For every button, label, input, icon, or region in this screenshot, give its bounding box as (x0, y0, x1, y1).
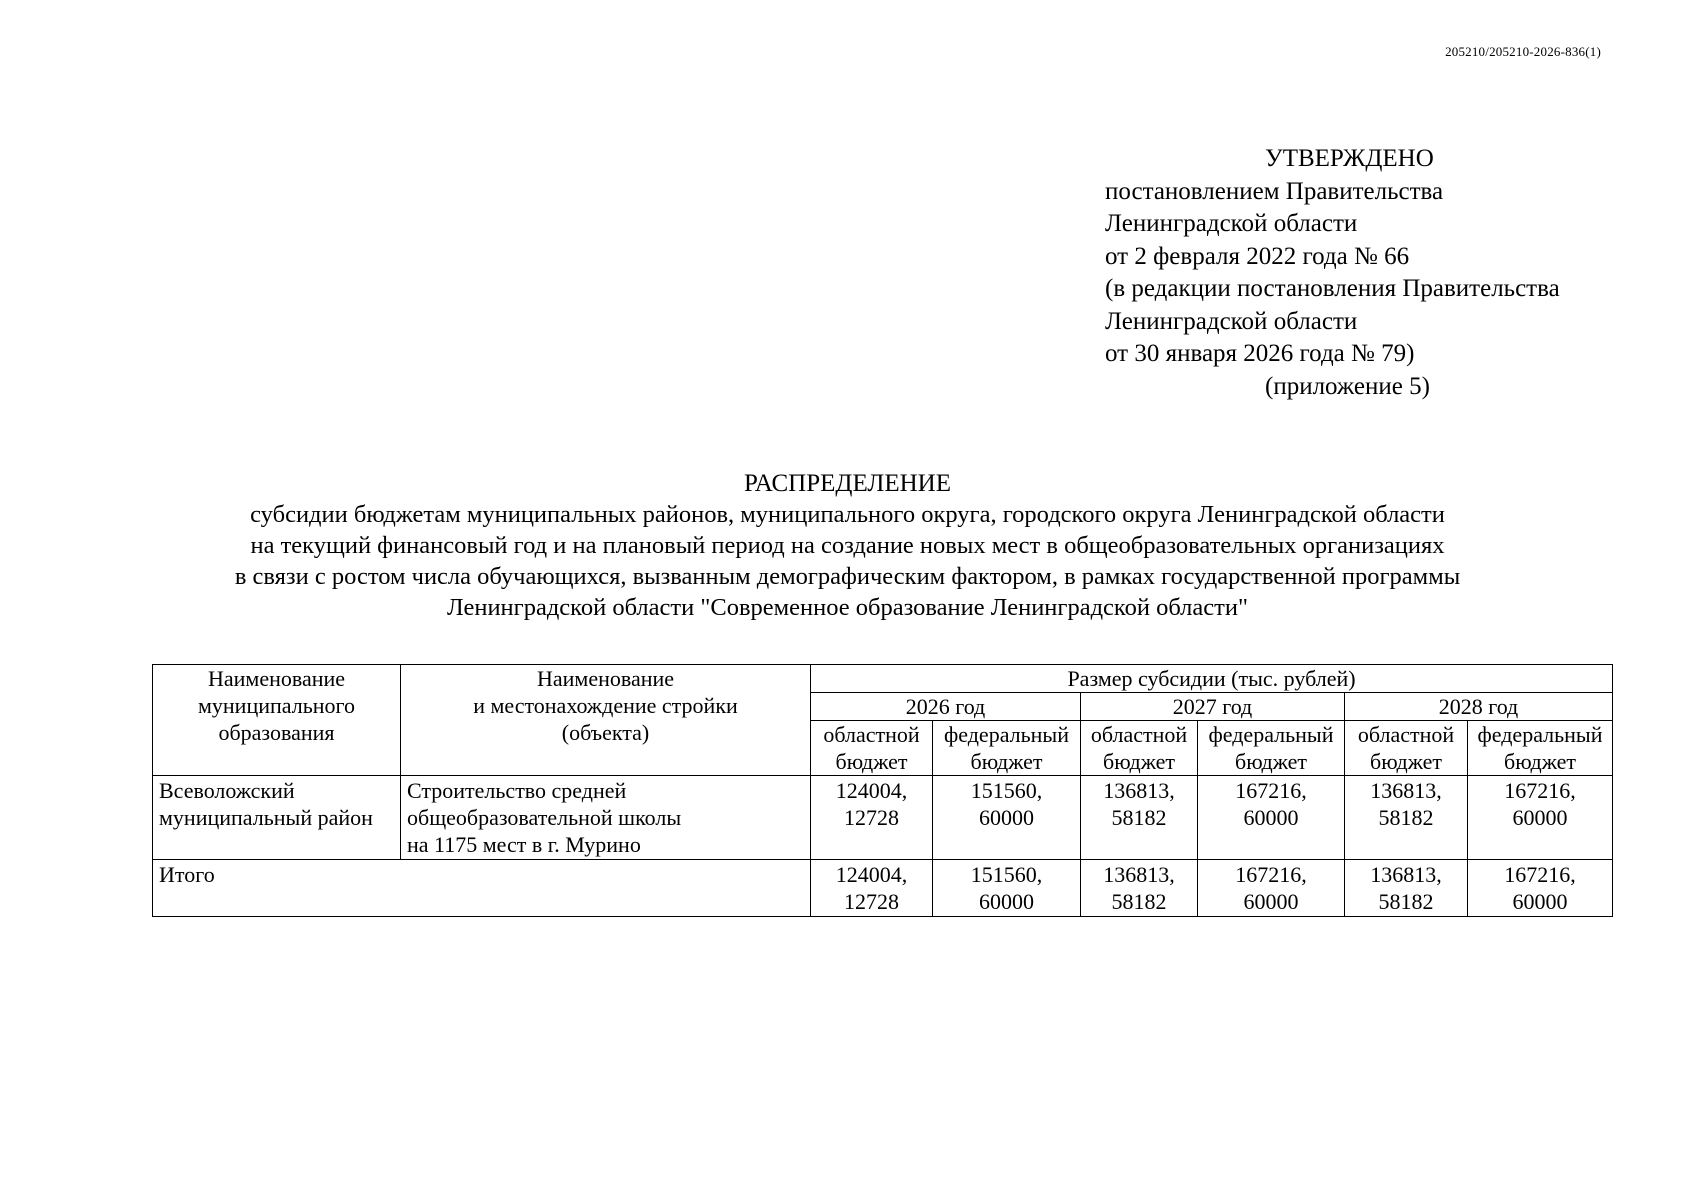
table-row (153, 776, 1613, 860)
header-year-2027: 2027 год (1081, 693, 1345, 721)
cell-total-value: 167216, 60000 (1468, 860, 1613, 917)
approval-heading: УТВЕРЖДЕНО (1265, 145, 1434, 172)
title-line: в связи с ростом числа обучающихся, вызванным демографическим фактором, в рамках государственной программы (234, 563, 1461, 590)
header-federal-budget: федеральный бюджет (933, 721, 1081, 776)
approval-block (1105, 143, 1560, 403)
cell-total-label: Итого (153, 860, 811, 917)
header-federal-budget: федеральный бюджет (1198, 721, 1345, 776)
header-year-2028: 2028 год (1345, 693, 1613, 721)
header-regional-budget: областной бюджет (1081, 721, 1198, 776)
table-total-row (153, 860, 1613, 917)
title-main: РАСПРЕДЕЛЕНИЕ (743, 470, 952, 497)
approval-line: постановлением Правительства (1105, 177, 1444, 205)
header-municipality: Наименование муниципального образования (153, 665, 401, 776)
title-line: на текущий финансовый год и на плановый период на создание новых мест в общеобразовательных организациях (250, 532, 1445, 559)
document-id: 205210/205210-2026-836(1) (1445, 44, 1601, 59)
header-object: Наименование и местонахождение стройки (объекта) (401, 665, 811, 776)
approval-annex: (приложение 5) (1265, 372, 1430, 400)
approval-line: от 30 января 2026 года № 79) (1105, 340, 1415, 367)
cell-total-value: 136813, 58182 (1345, 860, 1468, 917)
approval-line: (в редакции постановления Правительства (1105, 275, 1560, 302)
cell-municipality: Всеволожский муниципальный район (153, 776, 401, 860)
approval-line: от 2 февраля 2022 года № 66 (1105, 242, 1410, 270)
approval-line: Ленинградской области (1105, 210, 1358, 237)
cell-value: 136813, 58182 (1081, 776, 1198, 860)
cell-value: 151560, 60000 (933, 776, 1081, 860)
header-year-2026: 2026 год (811, 693, 1081, 721)
document-title (0, 468, 1695, 623)
header-subsidy-size: Размер субсидии (тыс. рублей) (811, 665, 1613, 693)
cell-value: 167216, 60000 (1468, 776, 1613, 860)
cell-total-value: 167216, 60000 (1198, 860, 1345, 917)
cell-value: 167216, 60000 (1198, 776, 1345, 860)
cell-total-value: 124004, 12728 (811, 860, 933, 917)
cell-value: 136813, 58182 (1345, 776, 1468, 860)
title-line: Ленинградской области "Современное образование Ленинградской области" (447, 594, 1248, 621)
header-regional-budget: областной бюджет (811, 721, 933, 776)
cell-total-value: 151560, 60000 (933, 860, 1081, 917)
cell-value: 124004, 12728 (811, 776, 933, 860)
title-line: субсидии бюджетам муниципальных районов, муниципального округа, городского округа Ленинградской области (250, 501, 1445, 528)
header-regional-budget: областной бюджет (1345, 721, 1468, 776)
approval-line: Ленинградской области (1105, 307, 1358, 335)
cell-total-value: 136813, 58182 (1081, 860, 1198, 917)
header-federal-budget: федеральный бюджет (1468, 721, 1613, 776)
subsidy-distribution-table (152, 664, 1613, 917)
cell-object: Строительство средней общеобразовательной школы на 1175 мест в г. Мурино (401, 776, 811, 860)
